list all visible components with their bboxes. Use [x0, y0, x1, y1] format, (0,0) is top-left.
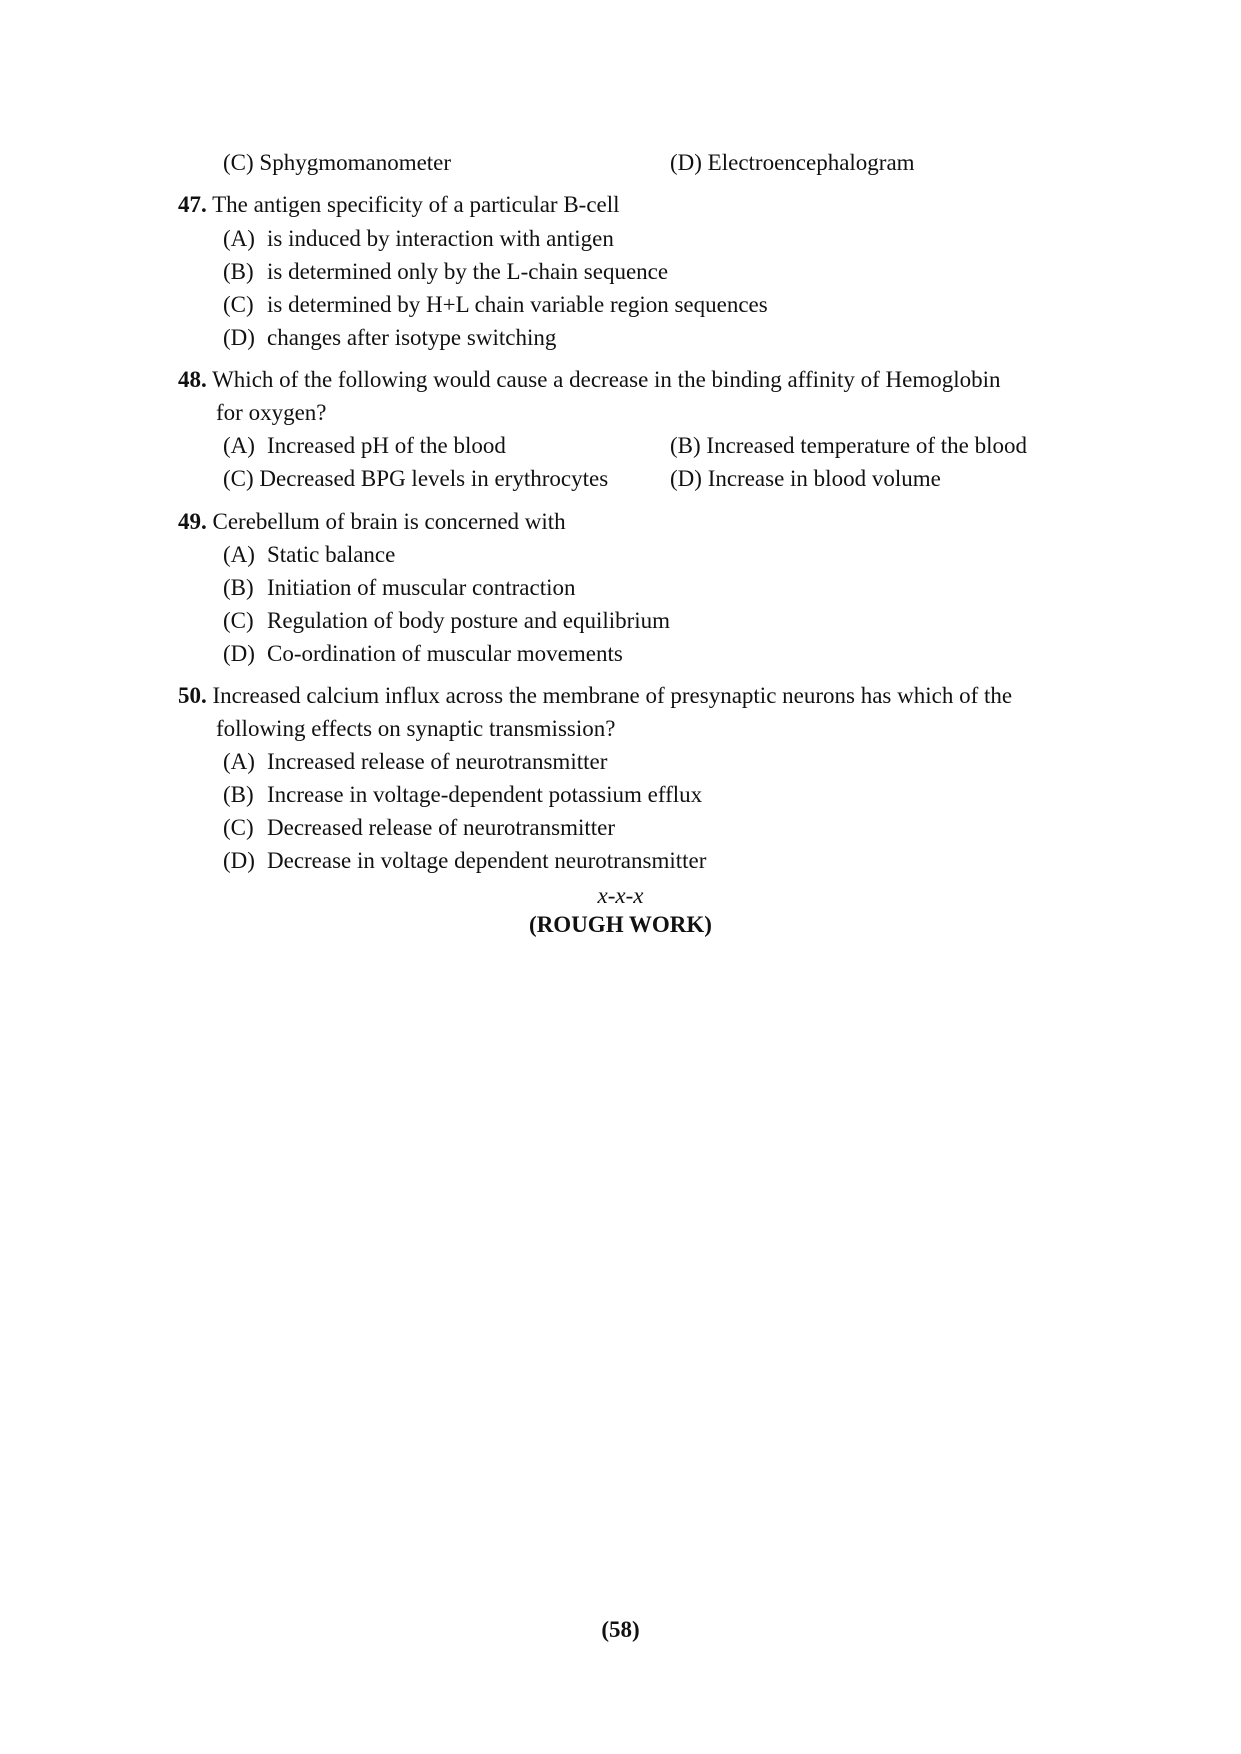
question-47 — [178, 190, 620, 220]
q48-option-d — [670, 464, 941, 494]
q47-option-c — [223, 290, 768, 320]
q50-option-b — [223, 780, 702, 810]
option-text: Increase in blood volume — [707, 466, 941, 491]
option-letter: (C) — [223, 466, 254, 491]
q49-option-d — [223, 639, 623, 669]
question-number: 47. — [178, 192, 207, 217]
q49-option-b — [223, 573, 576, 603]
option-letter: (A) — [223, 749, 255, 774]
option-text: Increase in voltage-dependent potassium efflux — [267, 782, 703, 807]
option-letter: (C) — [223, 815, 254, 840]
q48-option-a — [223, 431, 506, 461]
question-number: 50. — [178, 683, 207, 708]
option-letter: (C) — [223, 608, 254, 633]
question-48 — [178, 365, 1000, 395]
option-text: Increased release of neurotransmitter — [267, 749, 608, 774]
option-letter: (B) — [223, 782, 254, 807]
option-text: Decreased BPG levels in erythrocytes — [259, 466, 609, 491]
option-text: is induced by interaction with antigen — [267, 226, 614, 251]
option-letter: (D) — [670, 466, 702, 491]
rough-work-heading: (ROUGH WORK) — [529, 912, 712, 937]
option-text: Initiation of muscular contraction — [267, 575, 576, 600]
q47-option-b — [223, 257, 668, 287]
option-letter: (D) — [223, 641, 255, 666]
option-text: Regulation of body posture and equilibrium — [267, 608, 671, 633]
option-letter: (A) — [223, 433, 255, 458]
question-text-line1: Which of the following would cause a decrease in the binding affinity of Hemoglobin — [212, 367, 1001, 392]
question-number: 49. — [178, 509, 207, 534]
q48-option-c — [223, 464, 608, 494]
option-letter: (A) — [223, 542, 255, 567]
page-number: (58) — [601, 1617, 640, 1642]
question-text: The antigen specificity of a particular B-cell — [212, 192, 620, 217]
option-letter: (A) — [223, 226, 255, 251]
option-letter: (C) — [223, 292, 254, 317]
q50-option-c — [223, 813, 615, 843]
question-text: Cerebellum of brain is concerned with — [212, 509, 566, 534]
option-letter: (D) — [223, 325, 255, 350]
question-text-line1: Increased calcium influx across the membrane of presynaptic neurons has which of the — [212, 683, 1013, 708]
q47-option-d — [223, 323, 556, 353]
carryover-option-d: (D) Electroencephalogram — [670, 150, 915, 175]
option-text: Increased pH of the blood — [267, 433, 506, 458]
option-letter: (B) — [223, 259, 254, 284]
option-text: Static balance — [267, 542, 396, 567]
option-text: Decreased release of neurotransmitter — [267, 815, 616, 840]
q48-text-line2: for oxygen? — [216, 400, 327, 425]
end-separator: x-x-x — [597, 883, 644, 908]
q50-option-a — [223, 747, 607, 777]
q48-option-b — [670, 431, 1027, 461]
option-text: changes after isotype switching — [267, 325, 557, 350]
question-49 — [178, 507, 566, 537]
q50-option-d — [223, 846, 706, 876]
q50-text-line2: following effects on synaptic transmission? — [216, 716, 616, 741]
option-letter: (D) — [223, 848, 255, 873]
option-text: Co-ordination of muscular movements — [267, 641, 623, 666]
question-number: 48. — [178, 367, 207, 392]
q49-option-c — [223, 606, 670, 636]
question-50 — [178, 681, 1012, 711]
option-text: is determined only by the L-chain sequence — [267, 259, 669, 284]
option-text: Increased temperature of the blood — [706, 433, 1027, 458]
carryover-option-c: (C) Sphygmomanometer — [223, 150, 452, 175]
option-text: is determined by H+L chain variable region sequences — [267, 292, 768, 317]
q49-option-a — [223, 540, 395, 570]
q47-option-a — [223, 224, 614, 254]
option-letter: (B) — [223, 575, 254, 600]
option-letter: (B) — [670, 433, 701, 458]
option-text: Decrease in voltage dependent neurotransmitter — [267, 848, 707, 873]
